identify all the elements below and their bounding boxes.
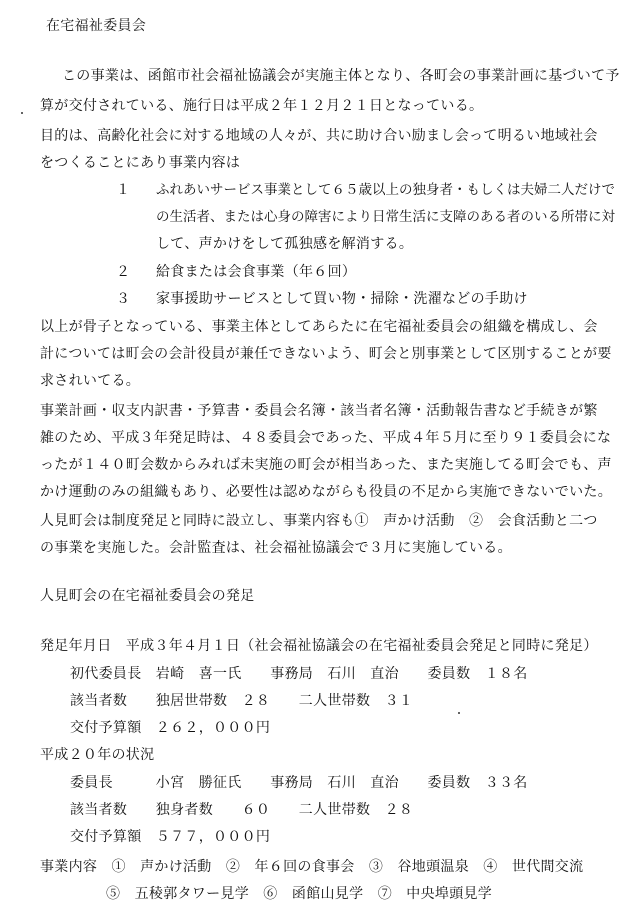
start-date-line: 発足年月日 平成３年４月１日（社会福祉協議会の在宅福祉委員会発足と同時に発足）: [40, 638, 598, 654]
paragraph-4-line-2: 雑のため、平成３年発足時は、４８委員会であった、平成４年５月に至り９１委員会にな: [40, 430, 612, 446]
item-2-number: ２: [116, 264, 131, 280]
paragraph-2-line-1: 目的は、高齢化社会に対する地域の人々が、共に助け合い励まし会って明るい地域社会: [40, 128, 598, 144]
paragraph-4-line-4: かけ運動のみの組織もあり、必要性は認めながらも役員の不足から実施できないでいた。: [40, 484, 612, 500]
paragraph-5-line-2: の事業を実施した。会計監査は、社会福祉協議会で３月に実施している。: [40, 540, 512, 556]
h20-budget-line: 交付予算額 ５７７，０００円: [70, 829, 271, 845]
initial-budget-line: 交付予算額 ２６２，０００円: [70, 720, 271, 736]
item-2-line-1: 給食または会食事業（年６回）: [156, 264, 357, 280]
h20-chair-line: 委員長 小宮 勝征氏 事務局 石川 直治 委員数 ３３名: [70, 775, 528, 791]
item-3-line-1: 家事援助サービスとして買い物・掃除・洗濯などの手助け: [156, 291, 528, 307]
scan-speck-mark: [458, 712, 460, 714]
paragraph-3-line-2: 計については町会の会計役員が兼任できないよう、町会と別事業として区別することが要: [40, 346, 612, 362]
paragraph-4-line-3: ったが１４０町会数からみれば未実施の町会が相当あった、また実施してる町会でも、声: [40, 457, 612, 473]
h20-eligible-line: 該当者数 独身者数 ６０ 二人世帯数 ２８: [70, 802, 414, 818]
paragraph-3-line-1: 以上が骨子となっている、事業主体としてあらたに在宅福祉委員会の組織を構成し、会: [40, 319, 598, 335]
paragraph-1-line-2: 算が交付されている、施行日は平成２年１２月２１日となっている。: [40, 98, 484, 114]
paragraph-5-line-1: 人見町会は制度発足と同時に設立し、事業内容も① 声かけ活動 ② 会食活動と二つ: [40, 513, 598, 529]
initial-chair-line: 初代委員長 岩崎 喜一氏 事務局 石川 直治 委員数 １８名: [70, 666, 528, 682]
initial-eligible-line: 該当者数 独居世帯数 ２８ 二人世帯数 ３１: [70, 693, 414, 709]
paragraph-1-line-1: この事業は、函館市社会福祉協議会が実施主体となり、各町会の事業計画に基づいて予: [62, 68, 620, 84]
item-1-line-3: して、声かけをして孤独感を解消する。: [156, 236, 414, 252]
section-title: 在宅福祉委員会: [46, 18, 147, 34]
item-1-number: １: [116, 182, 131, 198]
activities-line-2: ⑤ 五稜郭タワー見学 ⑥ 函館山見学 ⑦ 中央埠頭見学: [106, 886, 493, 902]
section-2-heading: 人見町会の在宅福祉委員会の発足: [40, 588, 255, 604]
item-3-number: ３: [116, 291, 131, 307]
paragraph-2-line-2: をつくることにあり事業内容は: [40, 155, 241, 171]
item-1-line-2: の生活者、または心身の障害により日常生活に支障のある者のいる所帯に対: [156, 209, 615, 225]
paragraph-3-line-3: 求されいてる。: [40, 373, 141, 389]
scan-speck-mark: [21, 112, 23, 114]
h20-heading: 平成２０年の状況: [40, 747, 155, 763]
item-1-line-1: ふれあいサービス事業として６５歳以上の独身者・もしくは夫婦二人だけで: [156, 182, 615, 198]
paragraph-4-line-1: 事業計画・収支内訳書・予算書・委員会名簿・該当者名簿・活動報告書など手続きが繁: [40, 403, 598, 419]
activities-line-1: 事業内容 ① 声かけ活動 ② 年６回の食事会 ③ 谷地頭温泉 ④ 世代間交流: [40, 859, 584, 875]
